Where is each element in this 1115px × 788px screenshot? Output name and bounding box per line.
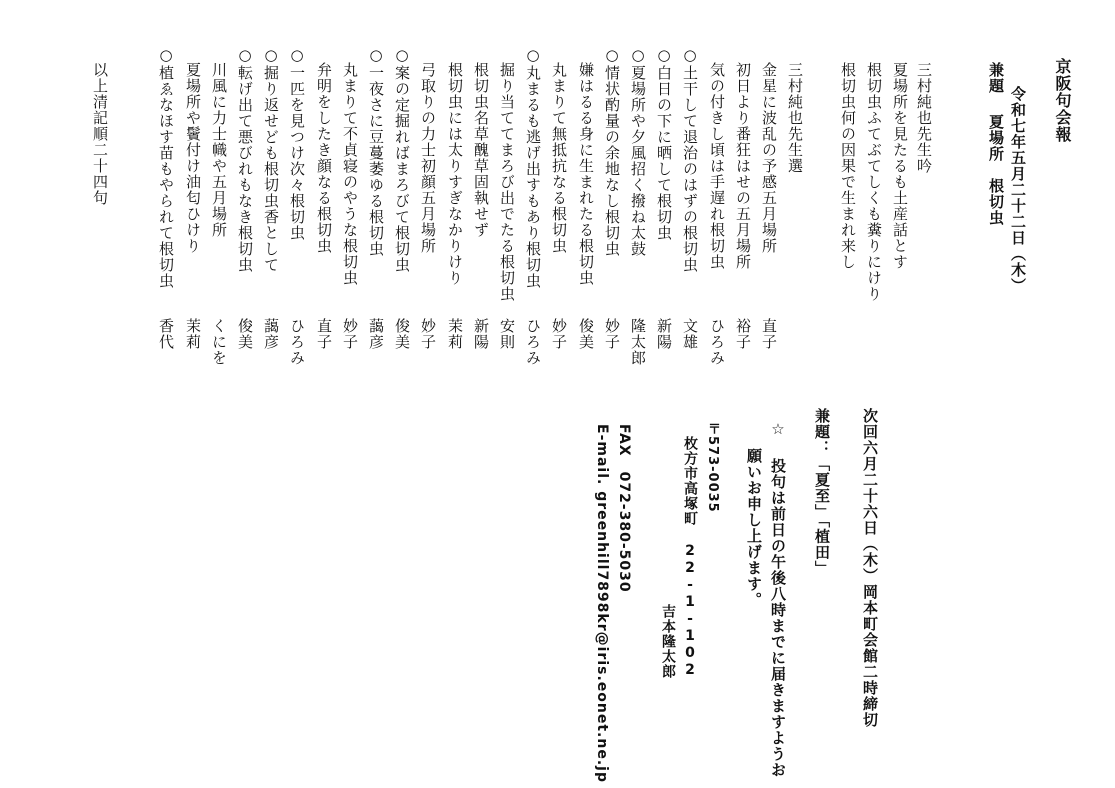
poem-entry-text: ○植ゑなほす苗もやられて根切虫	[157, 46, 175, 289]
poem-entry-text: 嫌はるる身に生まれたる根切虫	[577, 62, 595, 286]
poem-entry-author: ひろみ	[708, 318, 726, 366]
poem-entry-text: 金星に波乱の予感五月場所	[760, 62, 778, 254]
postal-code: 〒573-0035	[705, 422, 720, 513]
poem-entry-author: 俊美	[577, 318, 595, 350]
contact-name: 吉本隆太郎	[660, 604, 676, 679]
poem-entry-text: ○夏場所や夕風招く撥ね太鼓	[629, 46, 647, 257]
poem-entry-author: 妙子	[603, 318, 621, 350]
poem-entry-author: 香代	[157, 318, 175, 350]
poem-entry-text: 根切虫には太りすぎなかりけり	[446, 62, 464, 286]
closing-count: 以上清記順二十四句	[91, 62, 109, 206]
poem-entry-text: ○一夜さに豆蔓萎ゆる根切虫	[367, 46, 385, 257]
poem-entry-author: 妙子	[419, 318, 437, 350]
poem-entry-text: ○転げ出て悪びれもなき根切虫	[236, 46, 254, 273]
page-title: 京阪句会報	[1053, 58, 1072, 143]
poem-entry-text: ○白日の下に晒して根切虫	[655, 46, 673, 241]
section1-poem-2: 根切虫ふてぶてしくも糞りにけり	[865, 62, 883, 302]
poem-entry-author: 茉莉	[184, 318, 202, 350]
kendai-topics: 夏場所 根切虫	[987, 114, 1005, 226]
next-topics: 兼題：「夏至」「植田」	[813, 408, 831, 577]
poem-entry-author: 新陽	[472, 318, 490, 350]
poem-entry-author: 文雄	[681, 318, 699, 350]
poem-entry-text: ○丸まるも逃げ出すもあり根切虫	[524, 46, 542, 289]
poem-entry-author: ひろみ	[524, 318, 542, 366]
poem-entry-author: 妙子	[341, 318, 359, 350]
poem-entry-text: 根切虫名草醜草固執せず	[472, 62, 490, 238]
poem-entry-text: 弁明をしたき顔なる根切虫	[315, 62, 333, 254]
poem-entry-text: ○情状酌量の余地なし根切虫	[603, 46, 621, 257]
email-address: E-mail. greenhill7898kr@iris.eonet.ne.jp	[594, 424, 610, 783]
poem-entry-text: 丸まりて不貞寝のやうな根切虫	[341, 62, 359, 286]
poem-entry-author: 妙子	[550, 318, 568, 350]
poem-entry-text: ○一匹を見つけ次々根切虫	[288, 46, 306, 241]
meeting-date: 令和七年五月二十二日（木）	[1009, 86, 1027, 294]
poem-entry-author: 安則	[498, 318, 516, 350]
poem-entry-author: 茉莉	[446, 318, 464, 350]
poem-entry-text: 丸まりて無抵抗なる根切虫	[550, 62, 568, 254]
poem-entry-author: 新陽	[655, 318, 673, 350]
poem-entry-author: 直子	[760, 318, 778, 350]
request-line-1: ☆ 投句は前日の午後八時までに届きますようお	[769, 420, 787, 778]
poem-entry-text: 初日より番狂はせの五月場所	[734, 62, 752, 270]
kendai-label: 兼題	[987, 62, 1005, 94]
poem-entry-author: 俊美	[236, 318, 254, 350]
poem-entry-text: ○掘り返せども根切虫香として	[262, 46, 280, 273]
poem-entry-author: くにを	[210, 318, 228, 366]
section2-selector: 三村純也先生選	[786, 62, 804, 174]
poem-entry-author: 俊美	[393, 318, 411, 350]
poem-entry-text: 気の付きし頃は手遅れ根切虫	[708, 62, 726, 270]
kendai-heading	[984, 62, 1008, 226]
poem-entry-text: 夏場所や鬢付け油匂ひけり	[184, 62, 202, 254]
address: 枚方市高塚町 22-1-102	[682, 436, 698, 679]
poem-entry-text: ○案の定掘ればまろびて根切虫	[393, 46, 411, 273]
section1-selector: 三村純也先生吟	[915, 62, 933, 174]
poem-entry-text: 掘り当ててまろび出でたる根切虫	[498, 62, 516, 302]
poem-entry-author: 藹彦	[262, 318, 280, 350]
poem-entry-text: 弓取りの力士初顔五月場所	[419, 62, 437, 254]
poem-entry-author: 裕子	[734, 318, 752, 350]
poem-entry-author: 隆太郎	[629, 318, 647, 366]
poem-entry-author: ひろみ	[288, 318, 306, 366]
request-line-2: 願いお申し上げます。	[745, 448, 763, 608]
fax-number: FAX 072-380-5030	[616, 424, 632, 593]
next-meeting: 次回六月二十六日（木）岡本町会館二時締切	[861, 408, 879, 728]
poem-entry-text: 川風に力士幟や五月場所	[210, 62, 228, 238]
poem-entry-text: ○土干して退治のはずの根切虫	[681, 46, 699, 273]
poem-entry-author: 直子	[315, 318, 333, 350]
section1-poem-3: 夏場所を見たるも土産話とす	[891, 62, 909, 270]
section1-poem-1: 根切虫何の因果で生まれ来し	[839, 62, 857, 270]
poem-entry-author: 藹彦	[367, 318, 385, 350]
